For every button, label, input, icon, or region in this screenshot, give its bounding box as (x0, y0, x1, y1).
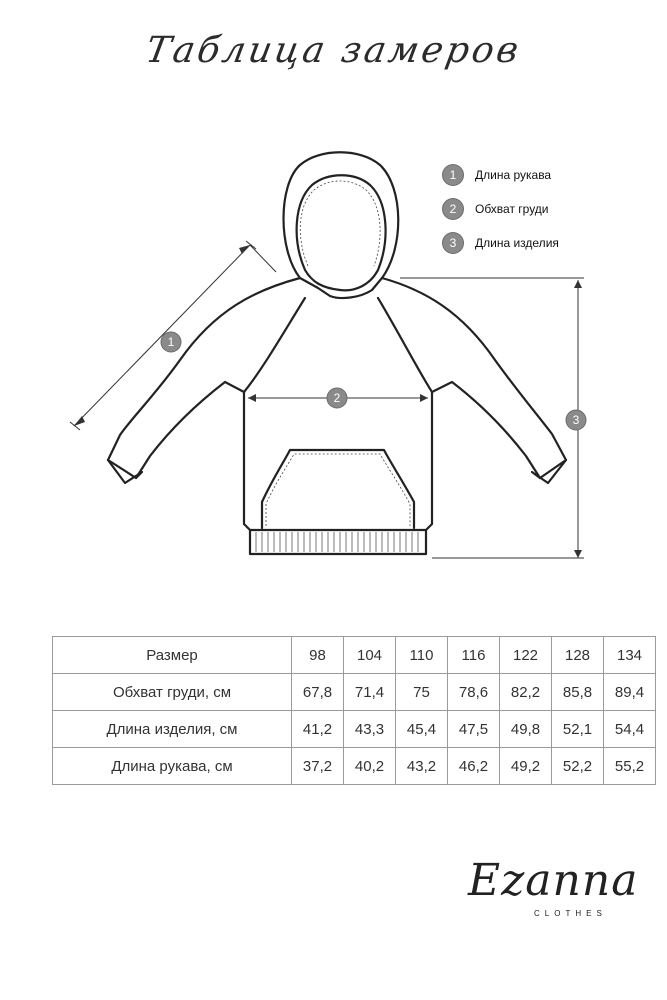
legend-badge: 1 (443, 165, 463, 185)
table-cell: 52,2 (552, 748, 604, 785)
table-cell: 71,4 (344, 674, 396, 711)
table-cell: 37,2 (292, 748, 344, 785)
table-cell: 49,2 (500, 748, 552, 785)
table-cell: 75 (396, 674, 448, 711)
hoodie-diagram (0, 130, 667, 580)
table-cell: 54,4 (604, 711, 656, 748)
legend-item-sleeve (443, 158, 559, 192)
table-row (53, 711, 656, 748)
raglan-seam-left (244, 298, 305, 392)
table-cell: 134 (604, 637, 656, 674)
legend-item-chest (443, 192, 559, 226)
table-cell: 47,5 (448, 711, 500, 748)
table-cell: 40,2 (344, 748, 396, 785)
table-cell: 89,4 (604, 674, 656, 711)
table-cell: 43,3 (344, 711, 396, 748)
table-cell: 128 (552, 637, 604, 674)
legend-label: Длина изделия (475, 236, 559, 250)
table-row (53, 748, 656, 785)
brand-logo (468, 855, 638, 935)
svg-text:2: 2 (333, 391, 341, 405)
marker-3 (566, 410, 586, 430)
table-cell: 116 (448, 637, 500, 674)
table-cell: 104 (344, 637, 396, 674)
hood-inner (297, 175, 386, 290)
legend-badge: 2 (443, 199, 463, 219)
table-cell: Длина рукава, см (53, 748, 292, 785)
page-title: Таблица замеров (142, 30, 525, 71)
brand-tagline: CLOTHES (534, 909, 607, 918)
left-sleeve (108, 278, 300, 478)
table-cell: Длина изделия, см (53, 711, 292, 748)
table-cell: 122 (500, 637, 552, 674)
legend-item-length (443, 226, 559, 260)
table-cell: 43,2 (396, 748, 448, 785)
legend-label: Длина рукава (475, 168, 552, 182)
right-sleeve (382, 278, 566, 478)
table-cell: 41,2 (292, 711, 344, 748)
kangaroo-pocket (262, 450, 414, 528)
size-table (52, 636, 656, 785)
table-cell: 55,2 (604, 748, 656, 785)
svg-text:3: 3 (572, 413, 580, 427)
table-cell: Обхват груди, см (53, 674, 292, 711)
table-cell: 78,6 (448, 674, 500, 711)
table-cell: 98 (292, 637, 344, 674)
table-cell: 82,2 (500, 674, 552, 711)
marker-1 (161, 332, 181, 352)
marker-2 (327, 388, 347, 408)
legend-badge: 3 (443, 233, 463, 253)
table-header-row (53, 637, 656, 674)
table-cell: 110 (396, 637, 448, 674)
table-cell: 85,8 (552, 674, 604, 711)
table-cell: 49,8 (500, 711, 552, 748)
legend (443, 158, 559, 260)
table-cell: 67,8 (292, 674, 344, 711)
table-row (53, 674, 656, 711)
brand-name: Ezanna (468, 855, 639, 906)
table-cell: 46,2 (448, 748, 500, 785)
table-cell: 45,4 (396, 711, 448, 748)
table-cell: 52,1 (552, 711, 604, 748)
raglan-seam-right (378, 298, 432, 392)
body-outline (244, 392, 432, 530)
table-cell: Размер (53, 637, 292, 674)
svg-text:1: 1 (167, 335, 175, 349)
legend-label: Обхват груди (475, 202, 549, 216)
